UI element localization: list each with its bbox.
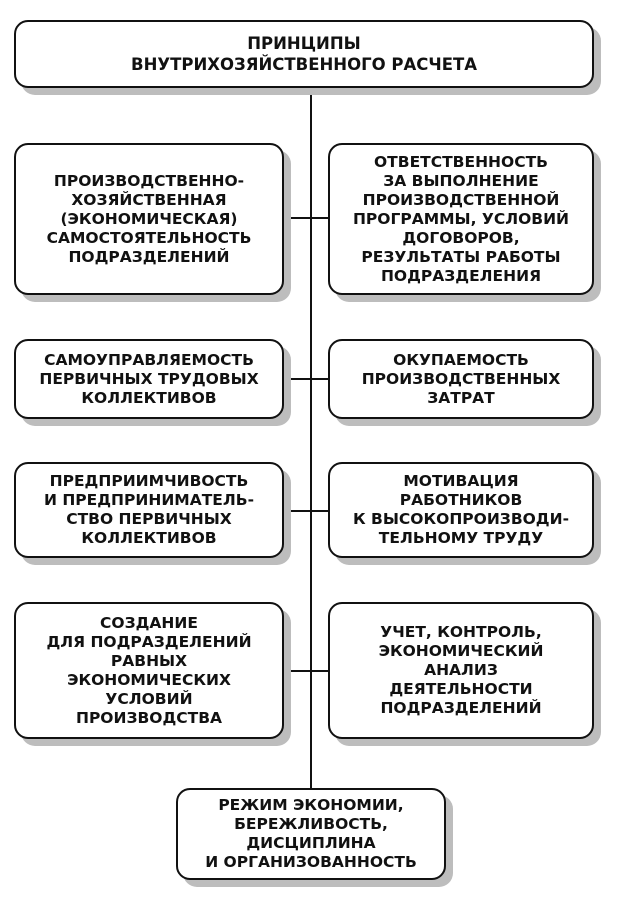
connector-row-1 — [284, 217, 328, 219]
connector-row-4 — [284, 670, 328, 672]
principle-box-right-1: ОТВЕТСТВЕННОСТЬ ЗА ВЫПОЛНЕНИЕ ПРОИЗВОДСТВЕННОЙ ПРОГРАММЫ, УСЛОВИЙ ДОГОВОРОВ, РЕЗУЛЬТАТЫ РАБОТЫ ПОДРАЗДЕЛЕНИЯ — [328, 143, 594, 295]
principle-box-left-4: СОЗДАНИЕ ДЛЯ ПОДРАЗДЕЛЕНИЙ РАВНЫХ ЭКОНОМИЧЕСКИХ УСЛОВИЙ ПРОИЗВОДСТВА — [14, 602, 284, 739]
principle-box-left-3: ПРЕДПРИИМЧИВОСТЬ И ПРЕДПРИНИМАТЕЛЬ- СТВО ПЕРВИЧНЫХ КОЛЛЕКТИВОВ — [14, 462, 284, 558]
principle-box-right-4: УЧЕТ, КОНТРОЛЬ, ЭКОНОМИЧЕСКИЙ АНАЛИЗ ДЕЯТЕЛЬНОСТИ ПОДРАЗДЕЛЕНИЙ — [328, 602, 594, 739]
principle-box-left-2: САМОУПРАВЛЯЕМОСТЬ ПЕРВИЧНЫХ ТРУДОВЫХ КОЛЛЕКТИВОВ — [14, 339, 284, 419]
connector-row-2 — [284, 378, 328, 380]
principle-box-bottom: РЕЖИМ ЭКОНОМИИ, БЕРЕЖЛИВОСТЬ, ДИСЦИПЛИНА И ОРГАНИЗОВАННОСТЬ — [176, 788, 446, 880]
principle-box-right-3: МОТИВАЦИЯ РАБОТНИКОВ К ВЫСОКОПРОИЗВОДИ- ТЕЛЬНОМУ ТРУДУ — [328, 462, 594, 558]
principle-box-left-1: ПРОИЗВОДСТВЕННО- ХОЗЯЙСТВЕННАЯ (ЭКОНОМИЧЕСКАЯ) САМОСТОЯТЕЛЬНОСТЬ ПОДРАЗДЕЛЕНИЙ — [14, 143, 284, 295]
central-trunk-line — [310, 88, 312, 788]
principle-box-right-2: ОКУПАЕМОСТЬ ПРОИЗВОДСТВЕННЫХ ЗАТРАТ — [328, 339, 594, 419]
title-box: ПРИНЦИПЫ ВНУТРИХОЗЯЙСТВЕННОГО РАСЧЕТА — [14, 20, 594, 88]
connector-row-3 — [284, 510, 328, 512]
